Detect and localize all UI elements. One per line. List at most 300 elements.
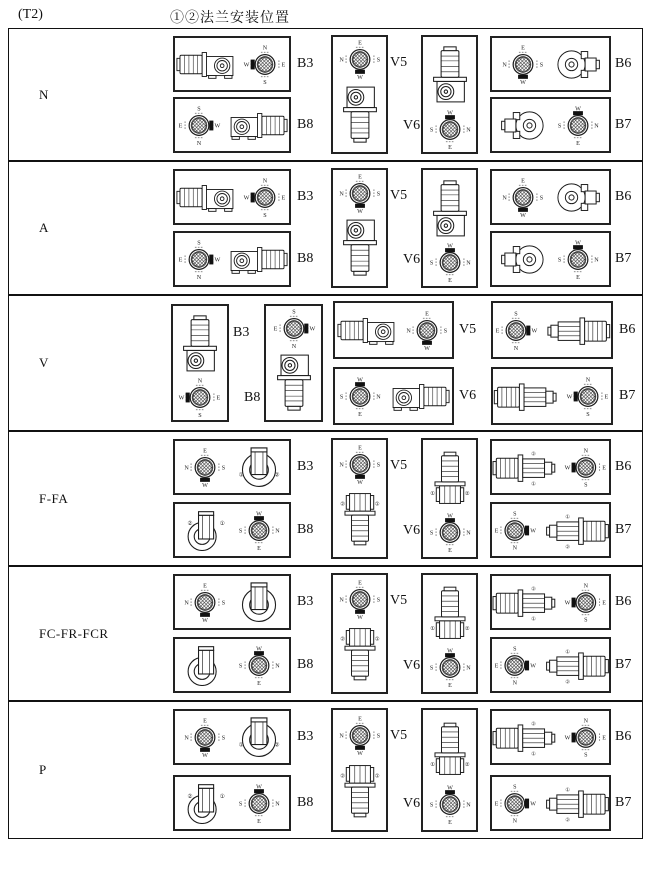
compass-letter-top: N: [583, 717, 589, 724]
annotation-circled: ①: [564, 514, 570, 521]
compass-letter-top: E: [521, 44, 526, 51]
mounting-cell-B8: [173, 231, 291, 287]
table-row-A: [9, 162, 642, 296]
mounting-cell-B8: [173, 502, 291, 558]
cell-label: B6: [615, 189, 632, 204]
motor-drawing-vgm: [340, 216, 380, 283]
compass-letter-right: S: [376, 57, 380, 64]
motor-drawing-ringfront: [182, 644, 228, 686]
compass-letter-top: S: [291, 309, 296, 316]
compass-letter-right: W: [214, 257, 221, 264]
row-label: FC-FR-FCR: [39, 625, 109, 641]
cell-label: V5: [390, 55, 408, 70]
motor-drawing-ringv: [429, 444, 471, 508]
compass-rose: [182, 717, 228, 758]
mounting-cell-V6: [421, 573, 478, 694]
cell-label: V6: [403, 252, 421, 267]
compass-letter-top: W: [574, 239, 581, 246]
cell-label: B7: [615, 251, 632, 266]
motor-drawing-ringv: [339, 489, 381, 553]
motor-drawing-gtop: [500, 108, 546, 143]
compass-letter-top: N: [262, 177, 267, 184]
compass-letter-right: S: [222, 600, 226, 607]
compass-rose: [492, 783, 538, 824]
annotation-circled: ①: [564, 787, 570, 794]
annotation-circled: ①: [531, 480, 537, 486]
compass-rose: [404, 310, 450, 351]
cell-label: V5: [390, 458, 408, 473]
compass-letter-left: E: [494, 528, 499, 535]
mounting-cell-B3: [173, 36, 291, 92]
compass-letter-bottom: S: [584, 752, 588, 758]
compass-letter-right: S: [222, 465, 226, 472]
compass-rose: [563, 717, 609, 758]
cell-label: V5: [390, 728, 408, 743]
compass-rose: [236, 783, 282, 824]
cell-label: B8: [297, 117, 314, 132]
table-row-FC-FR-FCR: [9, 567, 642, 702]
compass-letter-left: S: [238, 663, 242, 670]
compass-rose: [555, 105, 601, 146]
mounting-cell-V6: [421, 438, 478, 559]
compass-letter-top: W: [446, 243, 453, 250]
compass-letter-right: S: [540, 195, 544, 202]
annotation-circled: ①: [531, 615, 537, 621]
compass-letter-right: W: [214, 123, 221, 130]
cell-label: V5: [459, 322, 477, 337]
compass-letter-bottom: N: [512, 680, 518, 686]
annotation-circled: ①: [220, 793, 226, 800]
cell-label: B8: [297, 657, 314, 672]
compass-letter-top: N: [262, 44, 267, 51]
compass-rose: [242, 177, 288, 218]
compass-letter-left: E: [495, 328, 500, 335]
compass-letter-right: E: [216, 395, 221, 402]
compass-letter-right: S: [376, 597, 380, 604]
row-label: N: [39, 86, 49, 102]
mounting-cell-B3: [173, 169, 291, 225]
motor-drawing-fside: [538, 785, 609, 822]
cell-label: V5: [390, 593, 408, 608]
compass-letter-right: N: [274, 528, 280, 535]
compass-rose: [427, 242, 473, 283]
compass-rose: [337, 579, 383, 620]
mounting-cell-V5: [331, 35, 388, 154]
compass-letter-top: E: [203, 582, 208, 589]
compass-rose: [182, 582, 228, 623]
compass-letter-right: S: [222, 735, 226, 742]
compass-letter-right: N: [465, 127, 471, 134]
compass-letter-right: W: [309, 326, 315, 333]
compass-letter-top: W: [446, 109, 453, 116]
compass-rose: [177, 377, 223, 418]
cell-label: B8: [297, 795, 314, 810]
compass-letter-top: E: [203, 447, 208, 454]
cell-label: V6: [403, 658, 421, 673]
compass-letter-top: E: [357, 173, 362, 180]
annotation-circled: ②: [464, 625, 470, 632]
compass-letter-right: S: [376, 191, 380, 198]
mounting-cell-B7: [490, 502, 611, 558]
compass-letter-bottom: E: [256, 818, 261, 824]
compass-letter-top: S: [197, 105, 202, 112]
annotation-circled: ②: [464, 761, 470, 768]
motor-drawing-gside: [337, 315, 401, 346]
compass-letter-right: S: [376, 462, 380, 469]
compass-letter-top: W: [446, 513, 453, 520]
compass-letter-bottom: E: [256, 545, 261, 551]
motor-drawing-vgm: [340, 83, 380, 150]
compass-letter-top: S: [514, 310, 518, 317]
compass-rose: [242, 44, 288, 85]
compass-letter-top: E: [357, 716, 362, 723]
compass-rose: [176, 239, 222, 280]
annotation-circled: ①: [238, 472, 244, 479]
cell-label: B3: [297, 729, 314, 744]
motor-drawing-gside: [224, 244, 288, 275]
compass-letter-top: W: [574, 105, 581, 112]
compass-letter-top: E: [424, 310, 429, 317]
compass-letter-top: S: [513, 510, 517, 517]
cell-label: B7: [615, 657, 632, 672]
compass-letter-bottom: S: [262, 79, 267, 85]
compass-letter-left: W: [564, 465, 571, 472]
compass-letter-top: E: [357, 40, 362, 47]
table-row-F-FA: [9, 432, 642, 567]
doc-tag: (T2): [18, 7, 43, 22]
motor-drawing-gtop: [555, 180, 601, 215]
compass-letter-bottom: E: [575, 274, 580, 280]
compass-letter-left: N: [184, 600, 190, 607]
cell-label: V6: [403, 523, 421, 538]
mounting-cell-B7: [491, 367, 613, 425]
annotation-circled: ②: [564, 543, 570, 549]
compass-letter-left: S: [429, 127, 433, 134]
compass-letter-top: E: [203, 717, 208, 724]
motor-drawing-ringv: [429, 715, 471, 779]
compass-letter-left: E: [178, 257, 183, 264]
positions-table: [8, 28, 643, 839]
compass-letter-bottom: W: [202, 752, 209, 758]
compass-letter-left: N: [338, 57, 344, 64]
mounting-cell-B7: [490, 97, 611, 153]
mounting-cell-B8: [173, 97, 291, 153]
compass-letter-left: W: [243, 62, 250, 69]
compass-letter-left: S: [238, 801, 242, 808]
compass-letter-left: E: [178, 123, 183, 130]
mounting-cell-B3: [171, 304, 229, 422]
motor-drawing-gside: [176, 49, 240, 80]
motor-drawing-fside: [539, 312, 611, 349]
mounting-cell-B7: [490, 637, 611, 693]
page-title: ①②法兰安装位置: [170, 11, 290, 26]
row-label: A: [39, 220, 49, 235]
compass-letter-left: S: [429, 802, 433, 809]
compass-letter-bottom: E: [256, 680, 261, 686]
compass-rose: [493, 310, 539, 351]
compass-letter-bottom: W: [423, 345, 430, 351]
mounting-cell-B6: [490, 574, 611, 630]
motor-drawing-fside: [538, 647, 609, 684]
compass-letter-left: W: [564, 600, 571, 607]
compass-letter-right: N: [465, 665, 471, 672]
compass-rose: [337, 39, 383, 80]
cell-label: B6: [615, 459, 632, 474]
compass-rose: [563, 582, 609, 623]
compass-letter-left: N: [502, 62, 508, 69]
cell-label: B6: [615, 594, 632, 609]
row-label: P: [39, 762, 47, 777]
compass-letter-right: E: [604, 394, 609, 401]
compass-letter-bottom: W: [520, 79, 527, 85]
compass-letter-left: S: [557, 123, 561, 130]
compass-letter-right: S: [540, 62, 544, 69]
compass-letter-right: E: [281, 195, 285, 202]
compass-rose: [427, 109, 473, 150]
compass-rose: [427, 512, 473, 553]
compass-letter-left: W: [243, 195, 250, 202]
mounting-cell-V6: [333, 367, 454, 425]
compass-letter-left: N: [338, 462, 344, 469]
compass-letter-bottom: W: [202, 482, 209, 488]
compass-rose: [337, 715, 383, 756]
compass-letter-right: E: [281, 62, 285, 69]
compass-letter-bottom: E: [447, 278, 452, 284]
cell-label: B6: [615, 56, 632, 71]
compass-letter-bottom: E: [575, 140, 580, 146]
mounting-cell-B3: [173, 439, 291, 495]
annotation-circled: ②: [339, 636, 345, 643]
compass-letter-top: N: [197, 378, 203, 385]
compass-letter-top: N: [585, 376, 591, 383]
compass-letter-right: S: [376, 733, 380, 740]
annotation-circled: ①: [374, 501, 380, 508]
compass-letter-top: E: [357, 445, 362, 452]
motor-drawing-vgm: [274, 351, 314, 418]
motor-drawing-vgm: [180, 308, 220, 375]
compass-letter-top: W: [446, 785, 453, 792]
compass-letter-left: N: [405, 328, 411, 335]
annotation-circled: ①: [564, 649, 570, 656]
motor-drawing-fside: [493, 378, 565, 415]
compass-letter-right: E: [602, 600, 607, 607]
compass-letter-bottom: W: [356, 479, 363, 485]
annotation-circled: ①: [238, 742, 244, 749]
mounting-cell-V5: [331, 708, 388, 832]
cell-label: B7: [615, 795, 632, 810]
annotation-circled: ①: [429, 761, 435, 768]
motor-drawing-vgm: [430, 39, 470, 106]
compass-letter-left: N: [502, 195, 508, 202]
compass-letter-left: S: [429, 530, 433, 537]
compass-letter-right: N: [274, 801, 280, 808]
cell-label: B7: [615, 522, 632, 537]
compass-letter-left: W: [564, 735, 571, 742]
compass-letter-left: E: [494, 801, 499, 808]
motor-drawing-ringv: [339, 761, 381, 825]
compass-letter-bottom: E: [447, 682, 452, 688]
motor-drawing-fside: [492, 584, 563, 621]
compass-rose: [271, 308, 317, 349]
compass-rose: [337, 376, 383, 417]
compass-letter-top: S: [513, 645, 517, 652]
compass-letter-left: N: [184, 735, 190, 742]
compass-letter-bottom: W: [356, 208, 363, 214]
motor-drawing-ringv: [429, 579, 471, 643]
motor-drawing-ringfront: [236, 716, 282, 758]
motor-drawing-gside: [224, 110, 288, 141]
motor-drawing-gtop: [555, 47, 601, 82]
compass-letter-bottom: N: [513, 345, 519, 351]
compass-rose: [176, 105, 222, 146]
compass-letter-right: W: [530, 663, 537, 670]
annotation-circled: ①: [220, 520, 226, 527]
annotation-circled: ①: [531, 750, 537, 756]
annotation-circled: ②: [531, 451, 537, 458]
compass-letter-right: N: [376, 394, 381, 401]
compass-letter-bottom: S: [198, 412, 202, 418]
compass-letter-bottom: W: [356, 750, 363, 756]
compass-letter-left: N: [338, 597, 344, 604]
compass-letter-bottom: E: [447, 819, 452, 825]
mounting-cell-B6: [491, 301, 613, 359]
compass-letter-bottom: N: [197, 140, 202, 146]
compass-letter-left: W: [566, 394, 573, 401]
compass-letter-top: W: [255, 645, 262, 652]
mounting-cell-V6: [421, 708, 478, 832]
compass-letter-bottom: N: [291, 343, 296, 349]
compass-letter-right: N: [593, 257, 599, 264]
compass-rose: [337, 173, 383, 214]
mounting-cell-V6: [421, 35, 478, 154]
compass-letter-left: N: [338, 733, 344, 740]
cell-label: B8: [297, 522, 314, 537]
cell-label: V5: [390, 188, 408, 203]
cell-label: B7: [615, 117, 632, 132]
motor-drawing-gside: [386, 381, 450, 412]
annotation-circled: ①: [374, 773, 380, 780]
compass-rose: [427, 784, 473, 825]
motor-drawing-vgm: [430, 173, 470, 240]
motor-drawing-ringfront: [182, 782, 228, 824]
mounting-cell-B6: [490, 709, 611, 765]
mounting-cell-B3: [173, 574, 291, 630]
table-row-P: [9, 702, 642, 838]
mounting-cell-B3: [173, 709, 291, 765]
compass-letter-bottom: S: [262, 212, 267, 218]
compass-letter-right: W: [530, 528, 537, 535]
compass-letter-right: N: [465, 260, 471, 267]
compass-rose: [563, 447, 609, 488]
compass-letter-right: N: [274, 663, 280, 670]
annotation-circled: ②: [187, 520, 193, 527]
compass-letter-right: W: [531, 328, 538, 335]
cell-label: B8: [297, 251, 314, 266]
compass-letter-top: E: [357, 580, 362, 587]
compass-letter-top: S: [197, 239, 202, 246]
annotation-circled: ①: [429, 625, 435, 632]
mounting-cell-V5: [331, 168, 388, 288]
compass-letter-top: W: [255, 783, 262, 790]
mounting-cell-B7: [490, 775, 611, 831]
cell-label: B3: [297, 56, 314, 71]
annotation-circled: ②: [274, 472, 280, 479]
annotation-circled: ②: [564, 816, 570, 822]
compass-letter-left: S: [429, 260, 433, 267]
compass-letter-bottom: N: [512, 545, 518, 551]
compass-letter-top: E: [521, 177, 526, 184]
compass-letter-bottom: E: [447, 547, 452, 553]
cell-label: B3: [297, 189, 314, 204]
mounting-cell-B8: [173, 775, 291, 831]
compass-letter-right: W: [530, 801, 537, 808]
mounting-cell-B8: [264, 304, 323, 422]
compass-letter-bottom: N: [512, 818, 518, 824]
mounting-cell-V5: [331, 438, 388, 559]
mounting-cell-V5: [331, 573, 388, 694]
annotation-circled: ②: [339, 773, 345, 780]
mounting-cell-B6: [490, 36, 611, 92]
compass-letter-top: N: [583, 582, 589, 589]
compass-letter-bottom: E: [358, 411, 363, 417]
compass-letter-top: W: [357, 376, 364, 383]
compass-letter-bottom: S: [584, 617, 588, 623]
compass-letter-top: W: [446, 648, 453, 655]
motor-drawing-gside: [176, 182, 240, 213]
compass-letter-left: N: [184, 465, 190, 472]
compass-letter-bottom: W: [520, 212, 527, 218]
compass-letter-bottom: S: [584, 482, 588, 488]
annotation-circled: ①: [374, 636, 380, 643]
compass-rose: [555, 239, 601, 280]
annotation-circled: ②: [531, 586, 537, 593]
mounting-cell-B6: [490, 169, 611, 225]
compass-letter-bottom: E: [447, 144, 452, 150]
annotation-circled: ②: [464, 490, 470, 497]
compass-letter-top: N: [583, 447, 589, 454]
compass-letter-left: S: [429, 665, 433, 672]
compass-letter-right: E: [602, 735, 607, 742]
mounting-cell-B7: [490, 231, 611, 287]
compass-letter-bottom: W: [356, 75, 363, 81]
compass-letter-bottom: N: [197, 274, 202, 280]
compass-rose: [492, 645, 538, 686]
compass-rose: [427, 647, 473, 688]
compass-letter-left: S: [238, 528, 242, 535]
annotation-circled: ②: [274, 742, 280, 749]
compass-rose: [500, 44, 546, 85]
motor-drawing-fside: [492, 449, 563, 486]
compass-rose: [236, 645, 282, 686]
compass-rose: [492, 510, 538, 551]
motor-drawing-ringfront: [182, 509, 228, 551]
motor-drawing-fside: [538, 512, 609, 549]
compass-letter-top: S: [513, 783, 517, 790]
compass-letter-bottom: W: [356, 614, 363, 620]
compass-letter-right: N: [465, 530, 471, 537]
compass-letter-left: E: [273, 326, 277, 333]
compass-rose: [565, 376, 611, 417]
motor-drawing-ringfront: [236, 581, 282, 623]
annotation-circled: ②: [564, 678, 570, 684]
cell-label: B3: [297, 594, 314, 609]
row-label: F-FA: [39, 490, 69, 506]
cell-label: B6: [615, 729, 632, 744]
mounting-cell-V5: [333, 301, 454, 359]
compass-letter-right: N: [465, 802, 471, 809]
mounting-cell-B8: [173, 637, 291, 693]
annotation-circled: ①: [429, 490, 435, 497]
